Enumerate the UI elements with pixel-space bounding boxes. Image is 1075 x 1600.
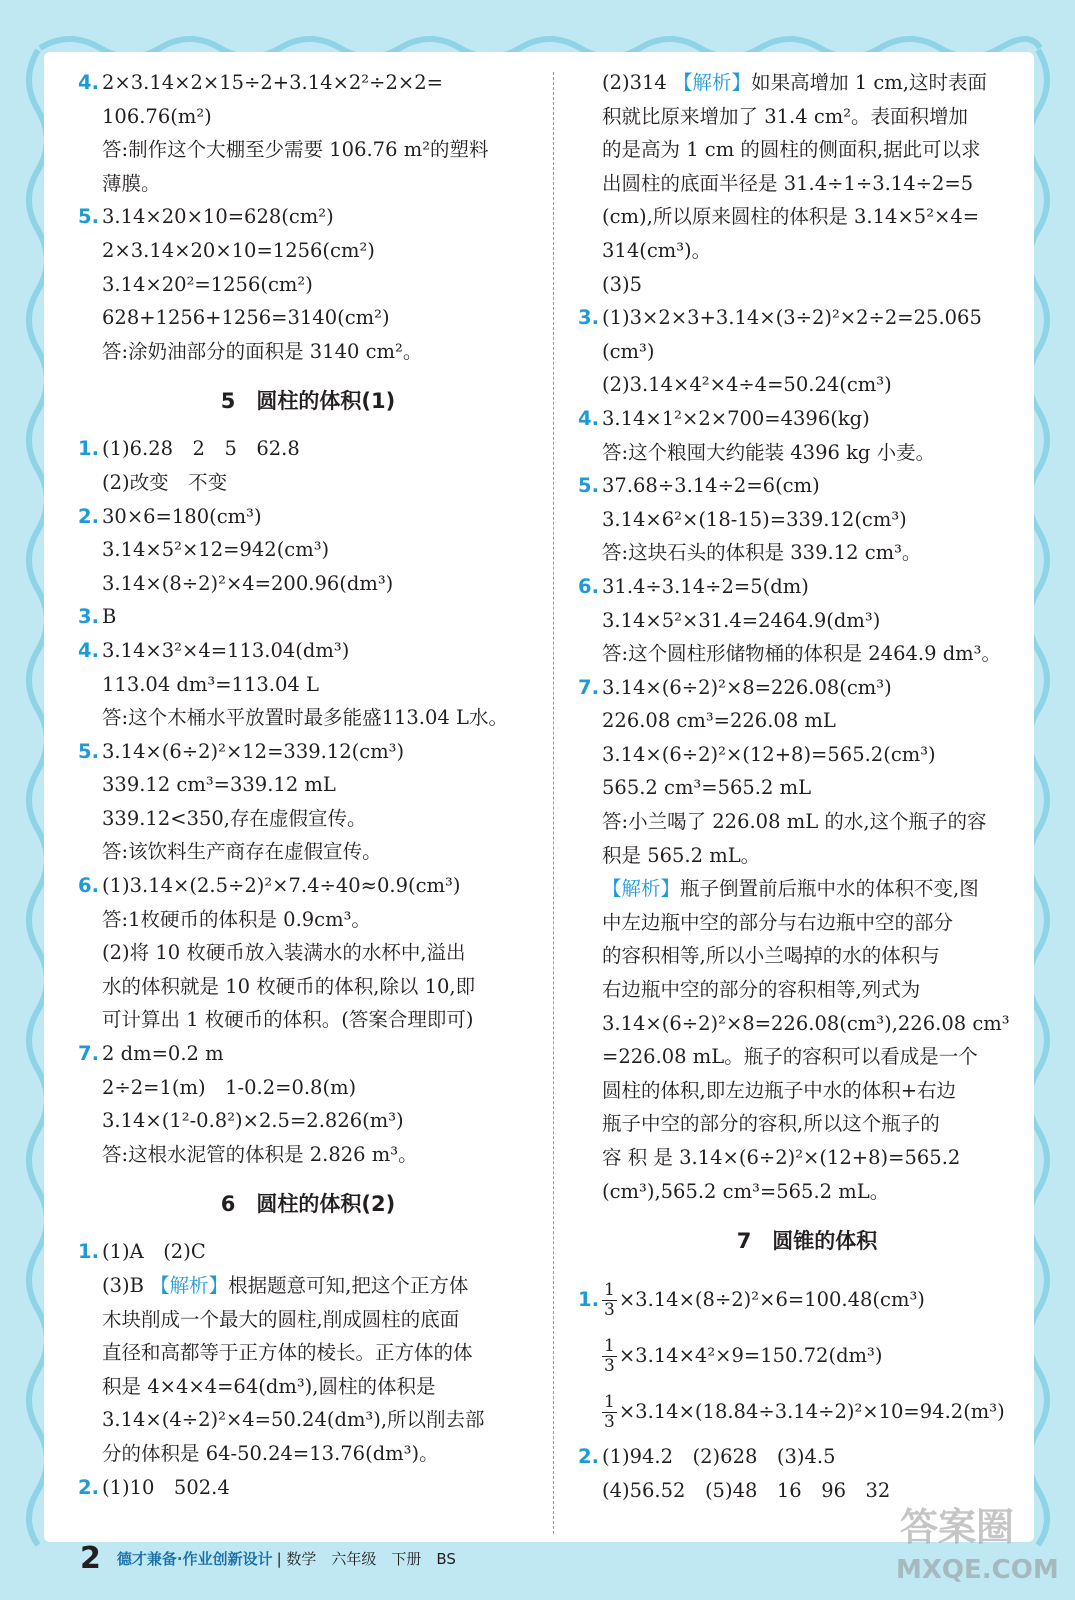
section-title: 5 圆柱的体积(1) <box>220 389 396 414</box>
answer-line: 31.4÷3.14÷2=5(dm) <box>602 574 809 598</box>
fraction-one-third: $\frac{1}{3}$ <box>604 1335 615 1376</box>
answer-line: (1)A (2)C <box>102 1240 206 1264</box>
answer-line: 薄膜。 <box>102 171 161 195</box>
watermark-logo <box>890 1490 1060 1590</box>
answer-line: (4)56.52 (5)48 16 96 32 <box>602 1478 891 1502</box>
item-number: 3. <box>578 306 599 330</box>
answer-line: 积就比原来增加了 31.4 cm²。表面积增加 <box>602 104 969 128</box>
answer-line: (3)5 <box>602 272 643 296</box>
answer-line: 3.14×(4÷2)²×4=50.24(dm³),所以削去部 <box>102 1408 485 1432</box>
answer-line: (1)10 502.4 <box>102 1475 230 1499</box>
answer-line: (3)B <box>102 1274 151 1297</box>
answer-line: 2 dm=0.2 m <box>102 1042 224 1066</box>
answer-line: 的容积相等,所以小兰喝掉的水的体积与 <box>602 944 940 968</box>
answer-line: 答:这个木桶水平放置时最多能盛113.04 L水。 <box>102 706 508 730</box>
answer-line: (2)将 10 枚硬币放入装满水的水杯中,溢出 <box>102 941 466 965</box>
answer-line: 3.14×5²×31.4=2464.9(dm³) <box>602 608 881 632</box>
answer-line: 3.14×(1²-0.8²)×2.5=2.826(m³) <box>102 1109 404 1133</box>
item-number: 5. <box>578 474 599 498</box>
answer-line: (1)94.2 (2)628 (3)4.5 <box>602 1445 836 1469</box>
item-number: 5. <box>78 205 99 229</box>
answer-line: 出圆柱的底面半径是 31.4÷1÷3.14÷2=5 <box>602 171 974 195</box>
answer-line: 3.14×20×10=628(cm²) <box>102 205 334 229</box>
item-number: 2. <box>78 504 99 528</box>
item-number: 6. <box>78 874 99 898</box>
answer-line: 3.14×(8÷2)²×4=200.96(dm³) <box>102 571 394 595</box>
answer-line: 右边瓶中空的部分的容积相等,列式为 <box>602 978 921 1002</box>
fraction-one-third: $\frac{1}{3}$ <box>604 1391 615 1432</box>
item-number: 2. <box>78 1475 99 1499</box>
answer-line: (2)3.14×4²×4÷4=50.24(cm³) <box>602 373 892 397</box>
item-number: 2. <box>578 1445 599 1469</box>
answer-line: 如果高增加 1 cm,这时表面 <box>751 71 987 94</box>
column-divider <box>553 72 554 1534</box>
answer-line: 628+1256+1256=3140(cm²) <box>102 306 390 330</box>
answer-line: 3.14×5²×12=942(cm³) <box>102 538 330 562</box>
answer-line: 113.04 dm³=113.04 L <box>102 672 319 696</box>
answer-line: 瓶子中空的部分的容积,所以这个瓶子的 <box>602 1112 940 1136</box>
answer-line: 中左边瓶中空的部分与右边瓶中空的部分 <box>602 910 954 934</box>
answer-line: 答:这个粮囤大约能装 4396 kg 小麦。 <box>602 440 936 464</box>
left-column <box>78 66 538 1504</box>
answer-line: 答:这个圆柱形储物桶的体积是 2464.9 dm³。 <box>602 642 1001 666</box>
answer-line: 3.14×6²×(18-15)=339.12(cm³) <box>602 507 907 531</box>
item-number: 7. <box>78 1042 99 1066</box>
answer-line: (2)314 <box>602 71 674 94</box>
footer-brand: 德才兼备·作业创新设计 <box>116 1549 273 1568</box>
fraction-one-third: $\frac{1}{3}$ <box>604 1279 615 1320</box>
answer-line: 339.12<350,存在虚假宣传。 <box>102 806 367 830</box>
page-number: 2 <box>80 1540 101 1576</box>
answer-line: (1)3×2×3+3.14×(3÷2)²×2÷2=25.065 <box>602 306 982 330</box>
answer-line: 答:这块石头的体积是 339.12 cm³。 <box>602 541 922 565</box>
answer-line: 2÷2=1(m) 1-0.2=0.8(m) <box>102 1075 357 1099</box>
answer-line: 积是 4×4×4=64(dm³),圆柱的体积是 <box>102 1374 436 1398</box>
item-number: 6. <box>578 574 599 598</box>
answer-line: 565.2 cm³=565.2 mL <box>602 776 812 800</box>
analysis-tag: 【解析】 <box>602 877 681 901</box>
answer-line: 分的体积是 64-50.24=13.76(dm³)。 <box>102 1441 439 1465</box>
answer-line: (1)6.28 2 5 62.8 <box>102 437 300 461</box>
answer-line: 226.08 cm³=226.08 mL <box>602 709 836 733</box>
section-title: 6 圆柱的体积(2) <box>220 1192 396 1217</box>
answer-line: 的是高为 1 cm 的圆柱的侧面积,据此可以求 <box>602 138 981 162</box>
answer-line: (cm³) <box>602 339 655 363</box>
right-column <box>578 66 1036 1507</box>
answer-line: 30×6=180(cm³) <box>102 504 262 528</box>
answer-line: 3.14×(6÷2)²×8=226.08(cm³) <box>602 675 892 699</box>
answer-line: 3.14×(6÷2)²×12=339.12(cm³) <box>102 739 405 763</box>
item-number: 1. <box>578 1288 599 1312</box>
watermark-bottom: MXQE.COM <box>896 1555 1059 1585</box>
answer-line: 3.14×1²×2×700=4396(kg) <box>602 406 870 430</box>
answer-line: 答:该饮料生产商存在虚假宣传。 <box>102 840 382 864</box>
answer-line: ×3.14×(8÷2)²×6=100.48(cm³) <box>618 1288 925 1312</box>
page-footer <box>80 1538 456 1578</box>
answer-line: 木块削成一个最大的圆柱,削成圆柱的底面 <box>102 1307 460 1331</box>
answer-line: ×3.14×(18.84÷3.14÷2)²×10=94.2(m³) <box>618 1400 1005 1424</box>
answer-line: (cm),所以原来圆柱的体积是 3.14×5²×4= <box>602 205 980 229</box>
answer-line: 根据题意可知,把这个正方体 <box>228 1274 469 1297</box>
answer-line: B <box>102 605 117 629</box>
analysis-tag: 【解析】 <box>673 71 752 94</box>
answer-line: ×3.14×4²×9=150.72(dm³) <box>618 1344 883 1368</box>
answer-line: 可计算出 1 枚硬币的体积。(答案合理即可) <box>102 1008 474 1032</box>
answer-line: 3.14×(6÷2)²×(12+8)=565.2(cm³) <box>602 742 936 766</box>
answer-line: 314(cm³)。 <box>602 238 712 262</box>
footer-info: | 数学 六年级 下册 BS <box>276 1549 456 1568</box>
answer-line: 答:这根水泥管的体积是 2.826 m³。 <box>102 1142 418 1166</box>
answer-line: 3.14×3²×4=113.04(dm³) <box>102 638 350 662</box>
answer-line: (cm³),565.2 cm³=565.2 mL。 <box>602 1179 890 1203</box>
answer-line: 3.14×20²=1256(cm²) <box>102 272 313 296</box>
answer-line: 37.68÷3.14÷2=6(cm) <box>602 474 820 498</box>
answer-line: 3.14×(6÷2)²×8=226.08(cm³),226.08 cm³ <box>602 1011 1010 1035</box>
item-number: 7. <box>578 675 599 699</box>
answer-line: (1)3.14×(2.5÷2)²×7.4÷40≈0.9(cm³) <box>102 874 461 898</box>
answer-line: =226.08 mL。瓶子的容积可以看成是一个 <box>602 1045 978 1069</box>
answer-line: 2×3.14×20×10=1256(cm²) <box>102 238 375 262</box>
answer-line: 直径和高都等于正方体的棱长。正方体的体 <box>102 1341 473 1365</box>
analysis-tag: 【解析】 <box>150 1274 229 1297</box>
item-number: 4. <box>78 71 99 94</box>
item-number: 4. <box>78 638 99 662</box>
answer-line: 答:小兰喝了 226.08 mL 的水,这个瓶子的容 <box>602 810 987 834</box>
item-number: 4. <box>578 406 599 430</box>
answer-line: 答:制作这个大棚至少需要 106.76 m²的塑料 <box>102 138 489 162</box>
answer-line: 水的体积就是 10 枚硬币的体积,除以 10,即 <box>102 974 476 998</box>
item-number: 5. <box>78 739 99 763</box>
item-number: 3. <box>78 605 99 629</box>
watermark-top: 答案圈 <box>900 1505 1015 1549</box>
section-title: 7 圆锥的体积 <box>736 1229 878 1254</box>
answer-line: 瓶子倒置前后瓶中水的体积不变,图 <box>680 877 979 901</box>
answer-line: 106.76(m²) <box>102 104 212 128</box>
item-number: 1. <box>78 437 99 461</box>
answer-line: 答:涂奶油部分的面积是 3140 cm²。 <box>102 339 423 363</box>
answer-line: 2×3.14×2×15÷2+3.14×2²÷2×2= <box>102 71 443 94</box>
answer-line: 339.12 cm³=339.12 mL <box>102 773 336 797</box>
answer-line: (2)改变 不变 <box>102 470 228 494</box>
answer-line: 积是 565.2 mL。 <box>602 843 761 867</box>
item-number: 1. <box>78 1240 99 1264</box>
answer-line: 圆柱的体积,即左边瓶子中水的体积+右边 <box>602 1078 957 1102</box>
answer-line: 答:1枚硬币的体积是 0.9cm³。 <box>102 907 371 931</box>
answer-line: 容 积 是 3.14×(6÷2)²×(12+8)=565.2 <box>602 1146 961 1169</box>
